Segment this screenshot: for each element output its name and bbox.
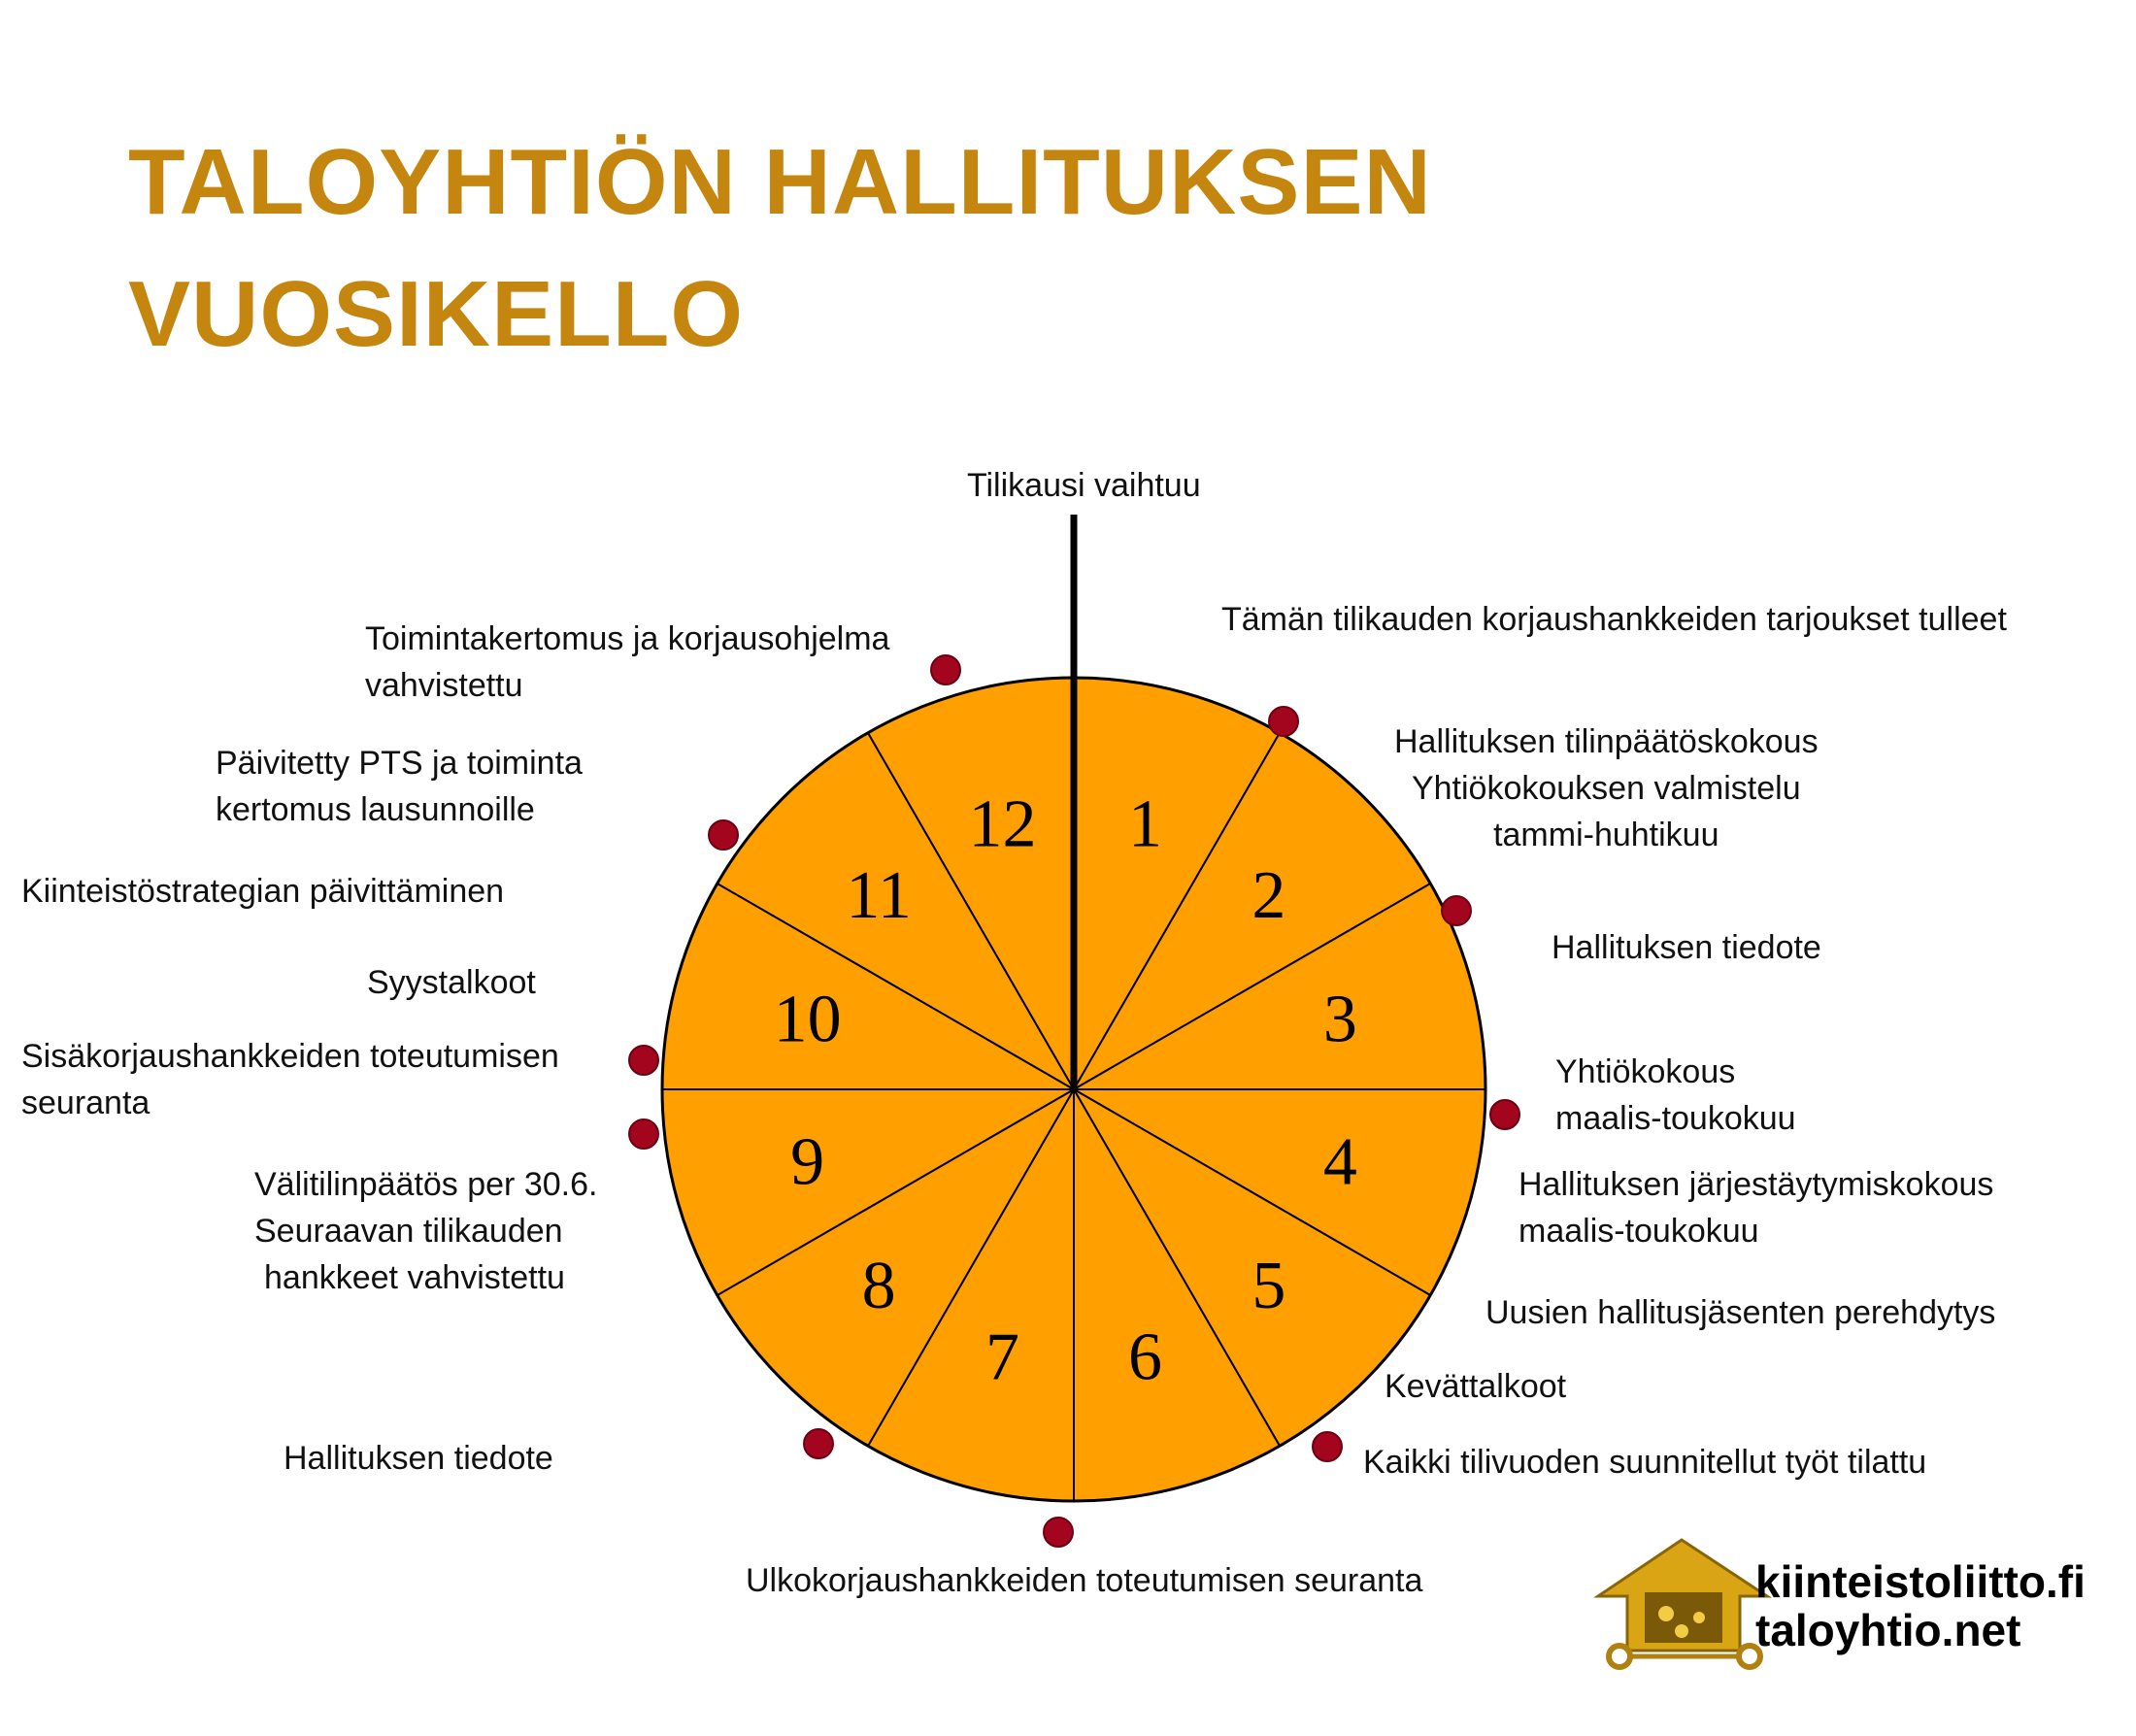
month-number: 12 (968, 786, 1037, 862)
event-marker-dot (804, 1429, 833, 1458)
logo-text (1755, 1557, 2086, 1654)
month-number: 1 (1128, 786, 1163, 862)
title-line-1: TALOYHTIÖN HALLITUKSEN (128, 130, 1432, 234)
event-label: Kaikki tilivuoden suunnitellut työt tilattu (1363, 1444, 1927, 1481)
event-marker-dot (629, 1119, 658, 1149)
event-label: Uusien hallitusjäsenten perehdytys (1485, 1294, 1996, 1331)
month-number: 2 (1252, 858, 1286, 934)
logo-line-2: taloyhtio.net (1755, 1605, 2021, 1655)
event-label: Ulkokorjaushankkeiden toteutumisen seuranta (746, 1562, 1423, 1599)
month-number: 11 (846, 858, 912, 934)
event-label: Kevättalkoot (1385, 1368, 1567, 1405)
month-number: 8 (861, 1248, 896, 1323)
event-marker-dot (931, 655, 960, 684)
month-number: 4 (1322, 1124, 1357, 1200)
event-marker-dot (1442, 896, 1471, 925)
event-label: Sisäkorjaushankkeiden toteutumisen seuranta (21, 1038, 559, 1121)
event-label: Hallituksen järjestäytymiskokous maalis-toukokuu (1519, 1166, 1994, 1250)
month-number: 9 (790, 1124, 825, 1200)
title-line-2: VUOSIKELLO (128, 262, 745, 366)
event-label: Syystalkoot (367, 964, 536, 1001)
event-label: Hallituksen tiedote (284, 1440, 553, 1477)
event-label: Hallituksen tiedote (1552, 929, 1821, 966)
pointer-label: Tilikausi vaihtuu (967, 467, 1201, 504)
event-label: Hallituksen tilinpäätöskokous Yhtiökokouksen valmistelu tammi-huhtikuu (1394, 723, 1819, 853)
event-marker-dot (1269, 707, 1298, 736)
event-marker-dot (1313, 1432, 1342, 1461)
event-label: Päivitetty PTS ja toiminta kertomus lausunnoille (216, 745, 583, 828)
event-marker-dot (1490, 1100, 1519, 1129)
logo-line-1: kiinteistoliitto.fi (1755, 1556, 2086, 1607)
month-number: 5 (1252, 1248, 1286, 1323)
month-number: 10 (773, 982, 842, 1057)
event-label: Toimintakertomus ja korjausohjelma vahvistettu (365, 620, 890, 704)
event-marker-dot (709, 820, 738, 850)
month-number: 3 (1322, 982, 1357, 1057)
event-marker-dot (1044, 1518, 1073, 1547)
event-label: Yhtiökokous maalis-toukokuu (1555, 1053, 1796, 1137)
event-marker-dot (629, 1046, 658, 1075)
event-label: Tämän tilikauden korjaushankkeiden tarjoukset tulleet (1221, 601, 2007, 638)
month-number: 6 (1128, 1319, 1163, 1395)
event-label: Kiinteistöstrategian päivittäminen (21, 873, 505, 910)
month-number: 7 (985, 1319, 1019, 1395)
event-label: Välitilinpäätös per 30.6. Seuraavan tilikauden hankkeet vahvistettu (254, 1166, 598, 1296)
